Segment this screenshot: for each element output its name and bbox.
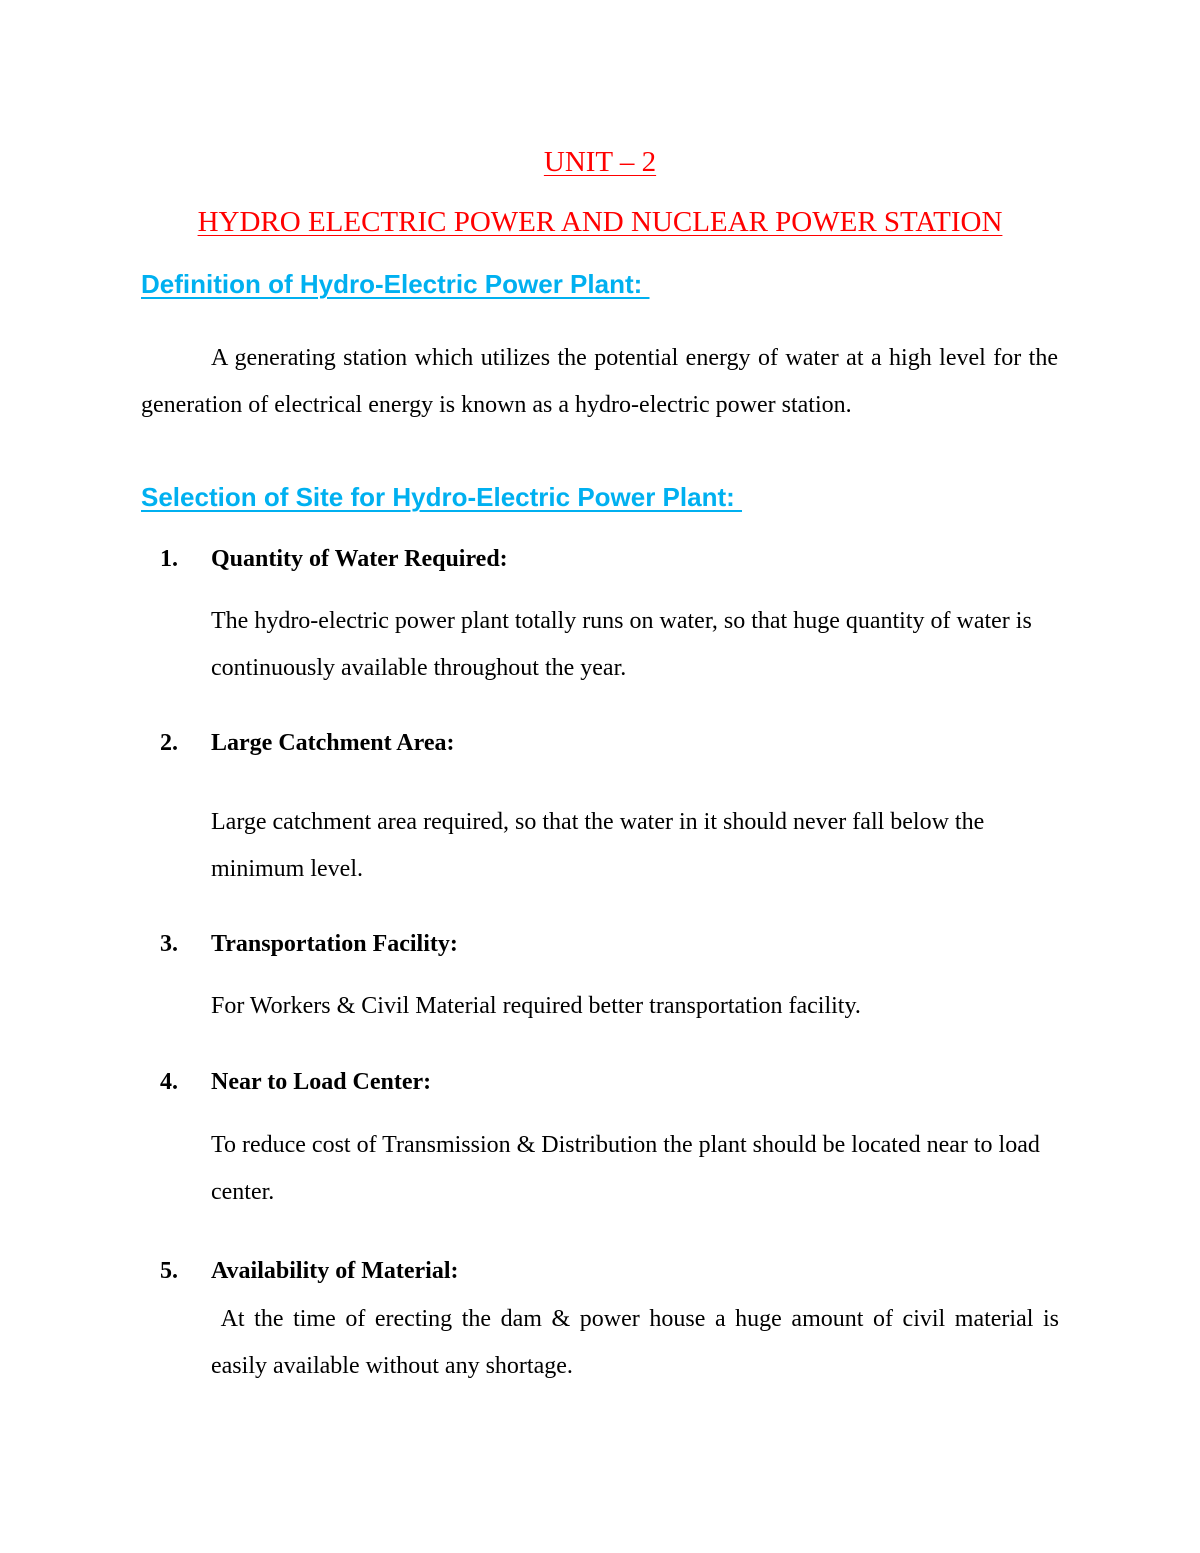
unit-title: UNIT – 2	[543, 146, 657, 178]
main-title: HYDRO ELECTRIC POWER AND NUCLEAR POWER STATION	[197, 206, 1003, 238]
list-item-number: 4.	[160, 1069, 178, 1095]
list-item-number: 3.	[160, 931, 178, 957]
list-item-title: Near to Load Center:	[211, 1069, 432, 1095]
site-selection-heading: Selection of Site for Hydro-Electric Power Plant:	[141, 482, 743, 512]
list-item-body: Large catchment area required, so that the water in it should never fall below the minimum level.	[211, 809, 985, 882]
list-item-body: To reduce cost of Transmission & Distribution the plant should be located near to load center.	[211, 1132, 1040, 1205]
list-item-body: At the time of erecting the dam & power house a huge amount of civil material is easily available without any shortage.	[211, 1306, 1066, 1379]
definition-heading: Definition of Hydro-Electric Power Plant:	[141, 269, 650, 299]
list-item-body: For Workers & Civil Material required better transportation facility.	[211, 993, 861, 1019]
list-item-title: Transportation Facility:	[211, 931, 458, 957]
list-item-title: Availability of Material:	[211, 1258, 459, 1284]
list-item-title: Large Catchment Area:	[211, 730, 455, 756]
list-item-body: The hydro-electric power plant totally runs on water, so that huge quantity of water is continuously available throughout the year.	[211, 608, 1032, 681]
list-item-number: 5.	[160, 1258, 178, 1284]
list-item-title: Quantity of Water Required:	[211, 546, 508, 572]
list-item-number: 2.	[160, 730, 178, 756]
definition-paragraph: A generating station which utilizes the potential energy of water at a high level for the generation of electrical energy is known as a hydro-electric power station.	[141, 345, 1058, 418]
list-item-number: 1.	[160, 546, 178, 572]
